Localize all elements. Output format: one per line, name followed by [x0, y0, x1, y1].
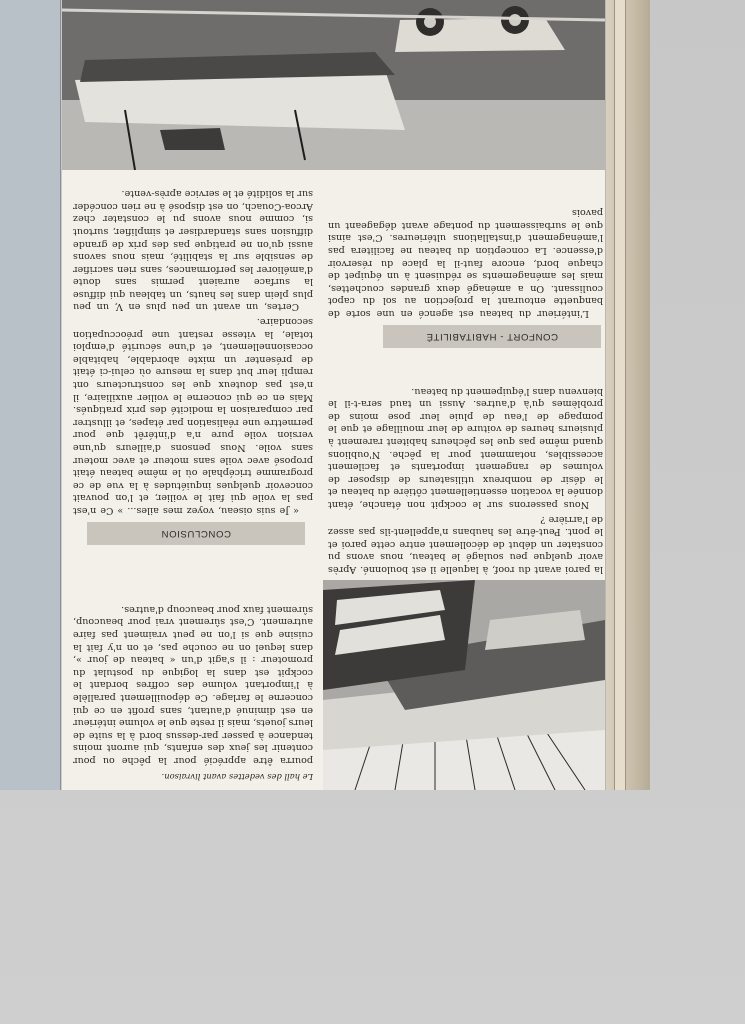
factory-hall-photo: [323, 580, 605, 790]
paragraph: la paroi avant du roof, à laquelle il est boulonné. Après avoir quelque peu soulagé le bateau, nous avons pu constater un début de décollement entre cette paroi et le pont. Peut-être les haubans n'appellent-ils pas assez de l'arrière ?: [328, 513, 603, 575]
paragraph: Nous passerons sur le cockpit non étanche, étant donnée la vocation essentiellement côtière du bateau et le désir de nombreux utilisateurs de disposer de volumes de rangement importants et facilement accessibles, notamment pour la pêche. N'oublions quand même pas que les pêcheurs habitent rarement à plusieurs heures de voiture de leur mouillage et que le pompage de l'eau de pluie leur pose moins de problèmes qu'à d'autres. Aussi un taud sera-t-il le bienvenu dans l'équipement du bateau.: [328, 385, 603, 511]
paragraph: L'intérieur du bateau est agencé en une sorte de banquette entourant la projection au sol du capot coulissant. On a aménagé deux grandes couchettes, mais les aménagements se réduisent à un équipet de chaque bord, encore faut-il la place du réservoir d'essence. La conception du bateau ne facilitera pas l'aménagement d'installations ultérieures. C'est ainsi que le surbaissement du pontage avant dégageant un pavois: [328, 207, 603, 319]
page-content-rotated: [62, 0, 605, 790]
heading-conclusion: CONCLUSION: [87, 522, 305, 545]
hull-photo: [62, 0, 605, 170]
column-bottom: [73, 600, 313, 766]
paragraph: « Je suis oiseau, voyez mes ailes... » Ce n'est pas la voile qui fait le voilier, et l'on pouvait concevoir quelques inquiétudes à la vue de ce programme tricéphale où le même bateau était proposé avec voile sans moteur et avec moteur sans voile. Nous pensons d'ailleurs qu'une version voile pure n'a d'intérêt que pour permettre une réalisation par étapes, et illustrer par comparaison la modicité des prix pratiqués. Mais en ce qui concerne le voilier auxiliaire, il n'est pas douteux que les constructeurs ont rempli leur but dans la mesure où celui-ci était de présenter un mixte abordable, habitable occasionnellement, et d'une sécurité d'emploi totale, la vitesse restant une préoccupation secondaire.: [73, 316, 313, 516]
column-conclusion: [73, 185, 313, 516]
column-middle: [328, 382, 603, 575]
paragraph: Certes, un avant un peu plus en V, un peu plus plein dans les hauts, un tableau qui diffuse la surface auraient permis sans doute d'améliorer les performances, sans rien sacrifier de sensible sur la stabilité, mais nous savons aussi qu'on ne pratique pas des prix de grande diffusion sans standardiser et simplifier, surtout si, comme nous avons pu le constater chez Arcoa-Couach, on est disposé à ne rien concéder sur la solidité et le service après-vente.: [73, 188, 313, 313]
magazine-page: [62, 0, 605, 790]
adjacent-page-edge: [605, 0, 650, 790]
heading-confort: CONFORT - HABITABILITÉ: [383, 325, 601, 348]
column-confort: [328, 204, 603, 319]
scanner-edge: [0, 0, 61, 790]
photo-caption: Le hall des vedettes avant livraison.: [161, 772, 313, 782]
paragraph: pourra être apprécié pour la pêche ou pour contenir les jeux des enfants, qui auront moins tendance à passer par-dessus bord à la suite de leurs jouets, mais il reste que le volume intérieur en est diminué d'autant, sans profit en ce qui concerne le farlage. Ce dépouillement parallèle à l'important volume des coffres bordant le cockpit est dans la logique du postulat du promoteur : il s'agit d'un « bateau de jour », dans lequel on ne couche pas, et on n'y fait la cuisine que si l'on ne peut vraiment pas faire autrement. C'est sûrement vrai pour beaucoup, sûrement faux pour beaucoup d'autres.: [73, 603, 313, 766]
